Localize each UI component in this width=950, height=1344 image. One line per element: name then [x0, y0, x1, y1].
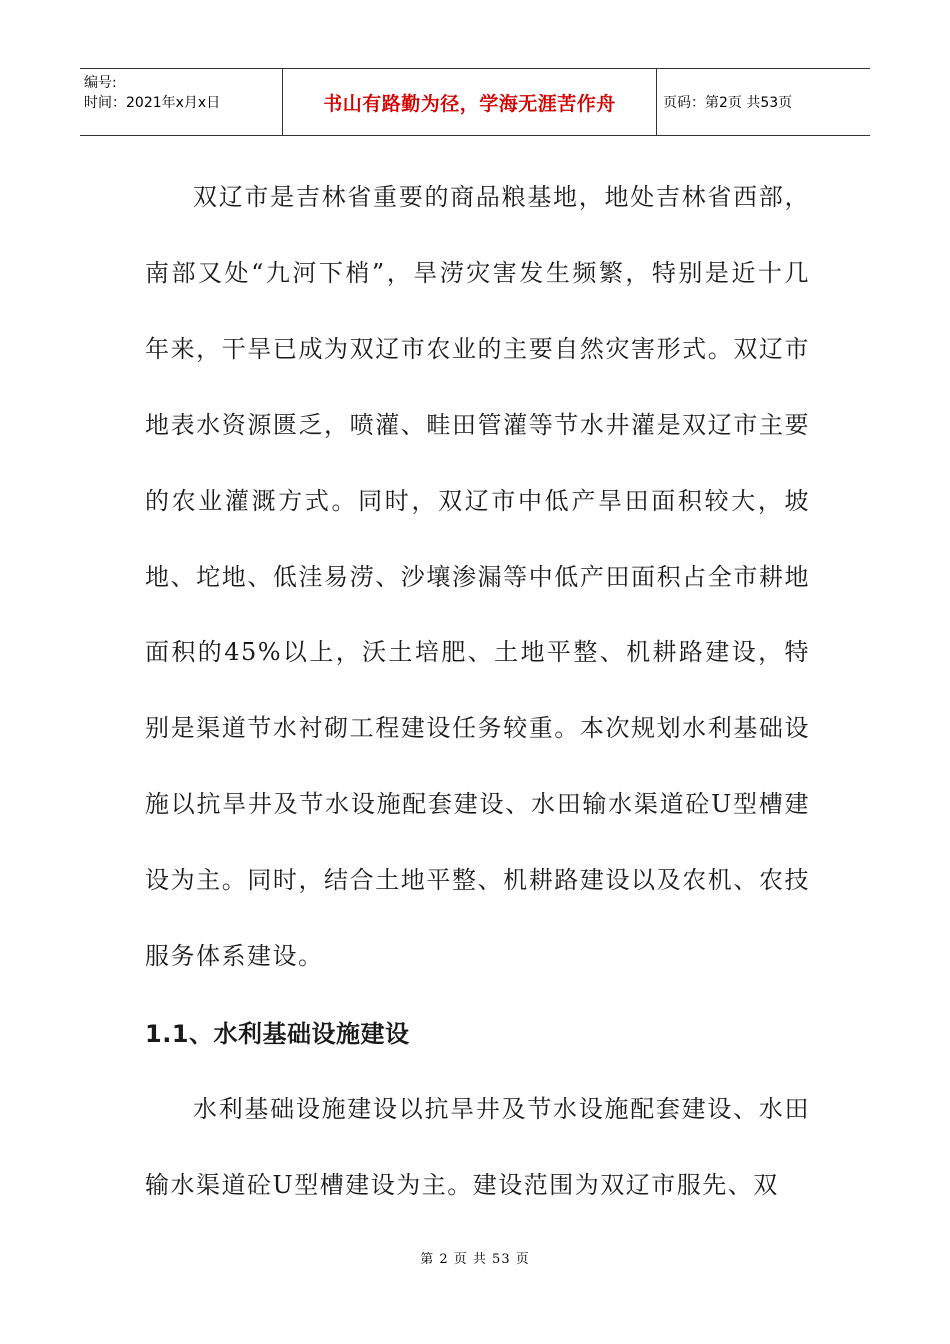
- document-header: [80, 68, 870, 136]
- header-page-info: 页码：第2页 共53页: [663, 95, 793, 111]
- document-body: [145, 160, 810, 1224]
- section-heading: 1.1、水利基础设施建设: [145, 1019, 410, 1048]
- header-meta-cell: [80, 69, 283, 135]
- page-footer: 第 2 页 共 53 页: [420, 1252, 530, 1267]
- header-motto: 书山有路勤为径，学海无涯苦作舟: [283, 69, 657, 135]
- document-number-label: 编号:: [84, 75, 117, 91]
- section-paragraph: 水利基础设施建设以抗旱井及节水设施配套建设、水田输水渠道砼U型槽建设为主。建设范围为双辽市服先、双: [145, 1094, 810, 1199]
- document-date-label: 时间：2021年x月x日: [84, 95, 221, 111]
- body-paragraph: 双辽市是吉林省重要的商品粮基地，地处吉林省西部，南部又处“九河下梢”，旱涝灾害发生频繁，特别是近十几年来，干旱已成为双辽市农业的主要自然灾害形式。双辽市地表水资源匮乏，喷灌、畦田管灌等节水井灌是双辽市主要的农业灌溉方式。同时，双辽市中低产旱田面积较大，坡地、坨地、低洼易涝、沙壤渗漏等中低产田面积占全市耕地面积的45%以上，沃土培肥、土地平整、机耕路建设，特别是渠道节水衬砌工程建设任务较重。本次规划水利基础设施以抗旱井及节水设施配套建设、水田输水渠道砼U型槽建设为主。同时，结合土地平整、机耕路建设以及农机、农技服务体系建设。: [145, 183, 810, 971]
